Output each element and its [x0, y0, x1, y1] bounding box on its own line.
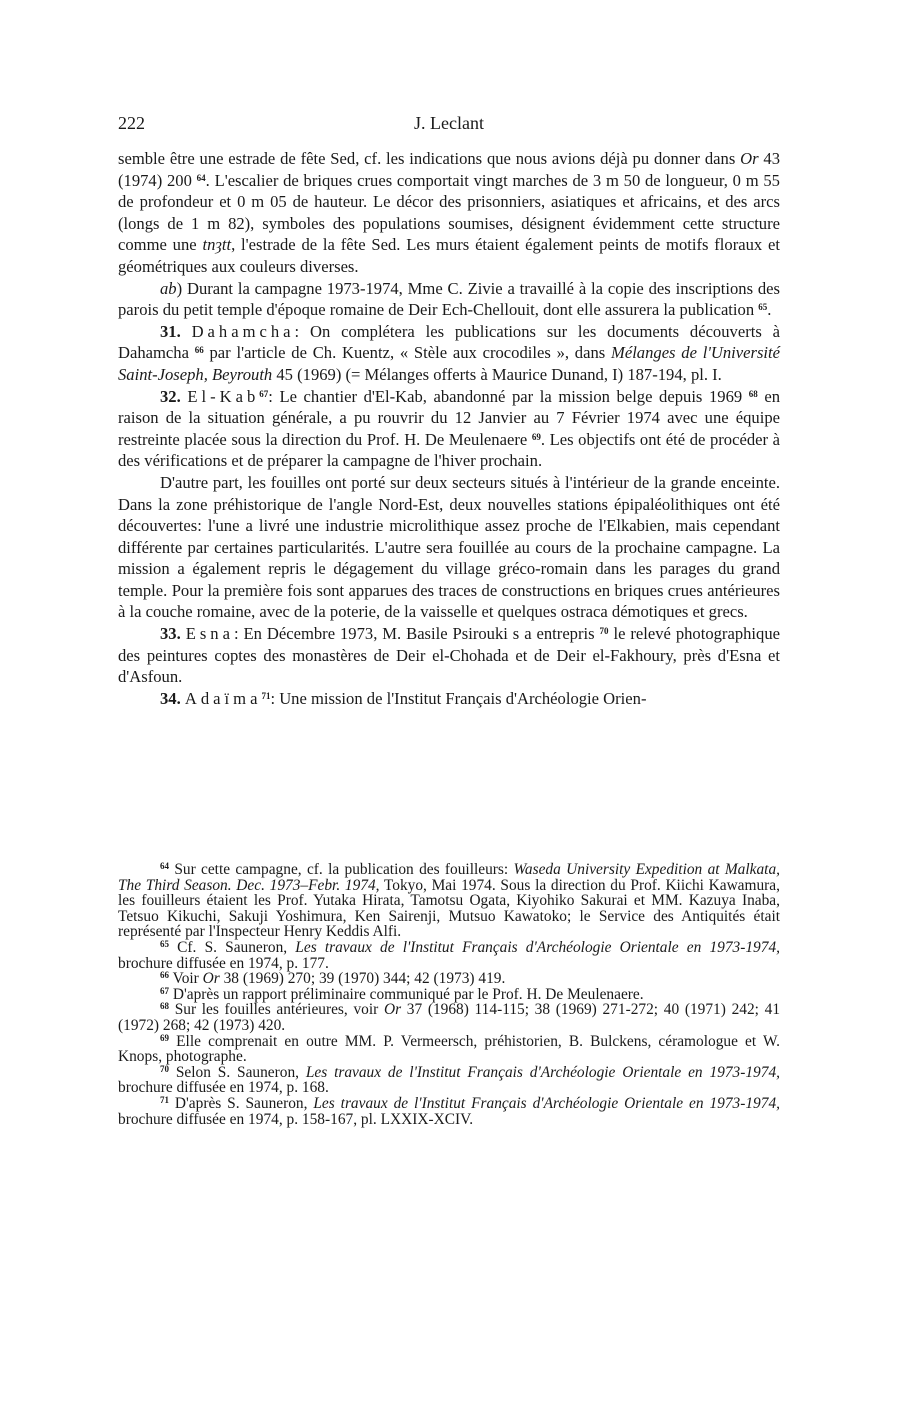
page-header: [118, 113, 780, 137]
site-name: El-Kab: [187, 386, 260, 406]
paragraph-el-kab-fouilles: D'autre part, les fouilles ont porté sur deux secteurs situés à l'intérieur de la grande enceinte. Dans la zone préhistorique de l'angle Nord-Est, deux nouvelles stations épipaléolithiques ont été découvertes: l'une a livré une industrie microlithique assez proche de l'Elkabien, mais cependant différente par certaines particularités. L'autre sera fouillée au cours de la prochaine campagne. La mission a également repris le dégagement du village gréco-romain dans les parages du grand temple. Pour la première fois sont apparues des traces de constructions en briques crues antérieures à la couche romaine, avec de la poterie, de la vaisselle et quelques ostraca démotiques et grecs.: [118, 472, 780, 622]
site-name: Dahamcha: [191, 321, 295, 341]
section-number: 32.: [160, 386, 181, 406]
footnote-ref-69: 69: [531, 431, 541, 442]
paragraph-ab: ab) Durant la campagne 1973-1974, Mme C. Zivie a travaillé à la copie des inscriptions des parois du petit temple d'époque romaine de Deir Ech-Chellouit, dont elle assurera la publication $^{65}$.: [118, 278, 780, 320]
section-number: 33.: [160, 624, 181, 644]
section-number: 31.: [160, 321, 181, 341]
paragraph-32-el-kab: 32. El-Kab$^{67}$: Le chantier d'El-Kab, abandonné par la mission belge depuis 1969 $^{68}$ en raison de la situation générale, a pu rouvrir du 12 Janvier au 7 Février 1974 avec une équipe restreinte placée sous la direction du Prof. H. De Meulenaere $^{69}$. Les objectifs ont été de procéder à des vérifications et de préparer la campagne de l'hiver prochain.: [118, 386, 780, 471]
section-number: 34.: [160, 688, 181, 708]
site-name: Adaïma: [184, 688, 262, 708]
journal-title: Mélanges de l'Université Saint-Joseph, Beyrouth: [118, 343, 781, 384]
footnote-68: $^{68}$ Sur les fouilles antérieures, voir Or 37 (1968) 114-115; 38 (1969) 271-272; 40 (1971) 242; 41 (1972) 268; 42 (1973) 420.: [118, 1001, 781, 1034]
footnote-67: $^{67}$ D'après un rapport préliminaire communiqué par le Prof. H. De Meulenaere.: [160, 985, 644, 1003]
paragraph-31-dahamcha: 31. Dahamcha: On complétera les publications sur les documents découverts à Dahamcha $^{66}$ par l'article de Ch. Kuentz, « Stèle aux crocodiles », dans Mélanges de l'Université Saint-Joseph, Beyrouth 45 (1969) (= Mélanges offerts à Maurice Dunand, I) 187-194, pl. I.: [118, 321, 781, 384]
footnote-ref-64: 64: [196, 172, 206, 183]
page-number: 222: [118, 113, 145, 133]
footnote-65: $^{65}$ Cf. S. Sauneron, Les travaux de l'Institut Français d'Archéologie Orientale en 1973-1974, brochure diffusée en 1974, p. 177.: [118, 938, 780, 972]
footnote-ref-70: 70: [599, 626, 609, 637]
footnote-ref-68: 68: [748, 388, 758, 399]
paragraph-34-adaima: 34. Adaïma$^{71}$: Une mission de l'Institut Français d'Archéologie Orien-: [160, 688, 647, 708]
body-text: [118, 148, 780, 709]
site-name: Esna: [185, 624, 234, 644]
footnote-ref-71: 71: [261, 690, 271, 701]
footnote-69: $^{69}$ Elle comprenait en outre MM. P. Vermeersch, préhistorien, B. Bulckens, céramologue et W. Knops, photographe.: [118, 1032, 780, 1066]
footnote-70: $^{70}$ Selon S. Sauneron, Les travaux de l'Institut Français d'Archéologie Orientale en 1973-1974, brochure diffusée en 1974, p. 168.: [118, 1063, 780, 1097]
paragraph-continuation: semble être une estrade de fête Sed, cf. les indications que nous avions déjà pu donner dans Or 43 (1974) 200 $^{64}$. L'escalier de briques crues comportait vingt marches de 3 m 50 de longueur, 0 m 55 de profondeur et 0 m 05 de hauteur. Le décor des prisonniers, asiatiques et africains, et des arcs (longs de 1 m 82), symboles des populations soumises, désignent évidemment cette structure comme une tnȝtt, l'estrade de la fête Sed. Les murs étaient également peints de motifs floraux et géométriques aux couleurs diverses.: [118, 149, 780, 276]
footnote-ref-66: 66: [194, 345, 204, 356]
footnote-71: $^{71}$ D'après S. Sauneron, Les travaux de l'Institut Français d'Archéologie Orientale en 1973-1974, brochure diffusée en 1974, p. 158-167, pl. LXXIX-XCIV.: [118, 1094, 780, 1128]
footnote-64: $^{64}$ Sur cette campagne, cf. la publication des fouilleurs: Waseda University Expedition at Malkata, The Third Season. Dec. 1973–Febr. 1974, Tokyo, Mai 1974. Sous la direction du Prof. Kiichi Kawamura, les fouilleurs étaient les Prof. Yutaka Hirata, Tamotsu Ogata, Kiyohiko Sakurai et MM. Kazuya Inaba, Tetsuo Kikuchi, Sakuji Yoshimura, Ken Sairenji, Mutsuo Kawatoko; le Service des Antiquités était représenté par l'Inspecteur Henry Keddis Alfi.: [118, 861, 780, 941]
footnotes: [118, 862, 780, 1127]
footnote-ref-67: 67: [259, 388, 269, 399]
running-head: J. Leclant: [414, 113, 484, 133]
footnote-ref-65: 65: [758, 302, 768, 313]
footnote-66: $^{66}$ Voir Or 38 (1969) 270; 39 (1970) 344; 42 (1973) 419.: [160, 970, 506, 988]
paragraph-33-esna: 33. Esna: En Décembre 1973, M. Basile Psirouki s a entrepris $^{70}$ le relevé photographique des peintures coptes des monastères de Deir el-Chohada et de Deir el-Fakhoury, près d'Esna et d'Asfoun.: [118, 624, 780, 687]
